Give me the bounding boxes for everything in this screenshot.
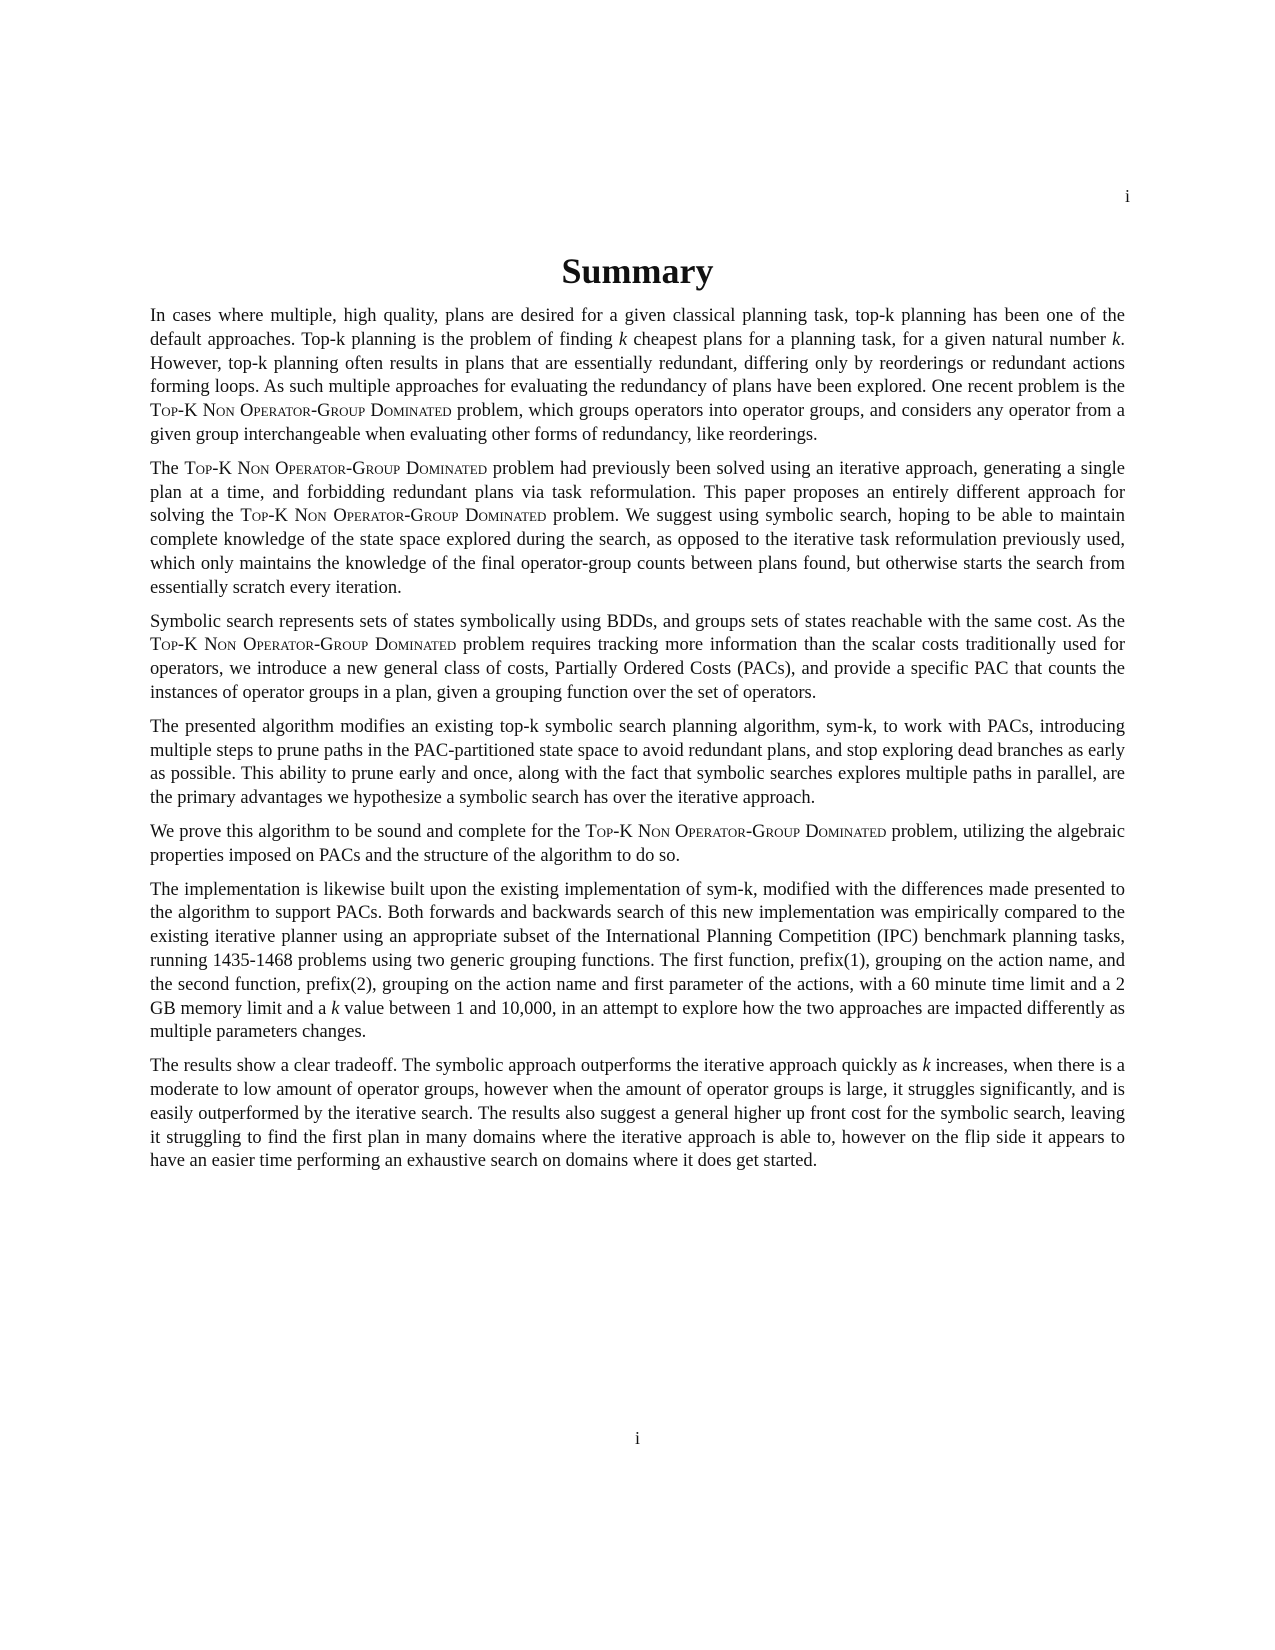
p1-text-c: . However, top-k planning often results in plans that are essentially redundant, differing only by reorderings or redundant actions forming loops. As such multiple approaches for evaluating the redundancy of plans have been explored. One recent problem is the bbox=[150, 329, 1125, 398]
p3-text-b: problem requires tracking more information than the scalar costs traditionally used for operators, we introduce a new general class of costs, Partially Ordered Costs (PACs), and provide a specific PAC that counts the instances of operator groups in a plan, given a grouping function over the set of operators. bbox=[150, 635, 1125, 703]
page-title: Summary bbox=[561, 251, 714, 291]
paragraph-7 bbox=[150, 1055, 1125, 1174]
p7-text-a: The results show a clear tradeoff. The symbolic approach outperforms the iterative approach quickly as bbox=[150, 1056, 923, 1077]
p5-text-b: problem, utilizing the algebraic properties imposed on PACs and the structure of the algorithm to do so. bbox=[150, 821, 1126, 866]
p1-text-d: problem, which groups operators into operator groups, and considers any operator from a given group interchangeable when evaluating other forms of redundancy, like reorderings. bbox=[150, 401, 1125, 445]
problem-name: Top-K Non Operator-Group Dominated bbox=[585, 821, 887, 842]
p6-text-a: The implementation is likewise built upon the existing implementation of sym-k, modified with the differences made presented to the algorithm to support PACs. Both forwards and backwards search of this new implementation was empirically compared to the existing iterative planner using an appropriate subset of the International Planning Competition (IPC) benchmark planning tasks, running 1435-1468 problems using two generic grouping functions. The first function, prefix(1), grouping on the action name, and the second function, prefix(2), grouping on the action name and first parameter of the actions, with a 60 minute time limit and a 2 GB memory limit and a bbox=[150, 879, 1125, 1019]
p7-k-variable: k bbox=[922, 1056, 931, 1077]
p1-text-a: In cases where multiple, high quality, plans are desired for a given classical planning task, top-k planning has been one of the default approaches. Top-k planning is the problem of finding bbox=[150, 306, 1125, 350]
p1-k-variable-2: k bbox=[1112, 329, 1121, 350]
p2-text-b: problem had previously been solved using an iterative approach, generating a single plan at a time, and forbidding redundant plans via task reformulation. This paper proposes an entirely different approach for solving the bbox=[150, 458, 1125, 527]
problem-name: Top-K Non Operator-Group Dominated bbox=[240, 506, 547, 527]
problem-name: Top-K Non Operator-Group Dominated bbox=[150, 401, 452, 422]
p1-k-variable: k bbox=[618, 329, 628, 350]
paragraph-5 bbox=[150, 821, 1125, 869]
p6-text-b: value between 1 and 10,000, in an attempt to explore how the two approaches are impacted differently as multiple parameters changes. bbox=[150, 998, 1125, 1043]
footer-page-number: i bbox=[634, 1428, 640, 1448]
paragraph-2 bbox=[150, 458, 1125, 601]
header-page-number: i bbox=[1124, 186, 1130, 206]
paragraph-4: The presented algorithm modifies an existing top-k symbolic search planning algorithm, sym-k, to work with PACs, introducing multiple steps to prune paths in the PAC-partitioned state space to avoid redundant plans, and stop exploring dead branches as early as possible. This ability to prune early and once, along with the fact that symbolic searches explores multiple paths in parallel, are the primary advantages we hypothesize a symbolic search has over the iterative approach. bbox=[150, 716, 1125, 809]
problem-name: Top-K Non Operator-Group Dominated bbox=[184, 458, 488, 479]
p3-text-a: Symbolic search represents sets of states symbolically using BDDs, and groups sets of states reachable with the same cost. As the bbox=[150, 611, 1125, 632]
p5-text-a: We prove this algorithm to be sound and complete for the bbox=[150, 821, 586, 842]
p7-text-b: increases, when there is a moderate to low amount of operator groups, however when the amount of operator groups is large, it struggles significantly, and is easily outperformed by the iterative search. The results also suggest a general higher up front cost for the symbolic search, leaving it struggling to find the first plan in many domains where the iterative approach is able to, however on the flip side it appears to have an easier time performing an exhaustive search on domains where it does get started. bbox=[150, 1056, 1126, 1172]
paragraph-3 bbox=[150, 611, 1125, 706]
paragraph-6 bbox=[150, 879, 1125, 1046]
summary-body bbox=[150, 305, 1125, 1184]
p6-k-variable: k bbox=[331, 998, 340, 1019]
paragraph-1 bbox=[150, 305, 1125, 448]
problem-name: Top-K Non Operator-Group Dominated bbox=[150, 635, 457, 656]
p1-text-b: cheapest plans for a planning task, for a given natural number bbox=[627, 329, 1113, 350]
p2-text-a: The bbox=[150, 458, 185, 479]
p2-text-c: problem. We suggest using symbolic search, hoping to be able to maintain complete knowledge of the state space explored during the search, as opposed to the iterative task reformulation previously used, which only maintains the knowledge of the final operator-group counts between plans found, but otherwise starts the search from essentially scratch every iteration. bbox=[150, 506, 1125, 598]
